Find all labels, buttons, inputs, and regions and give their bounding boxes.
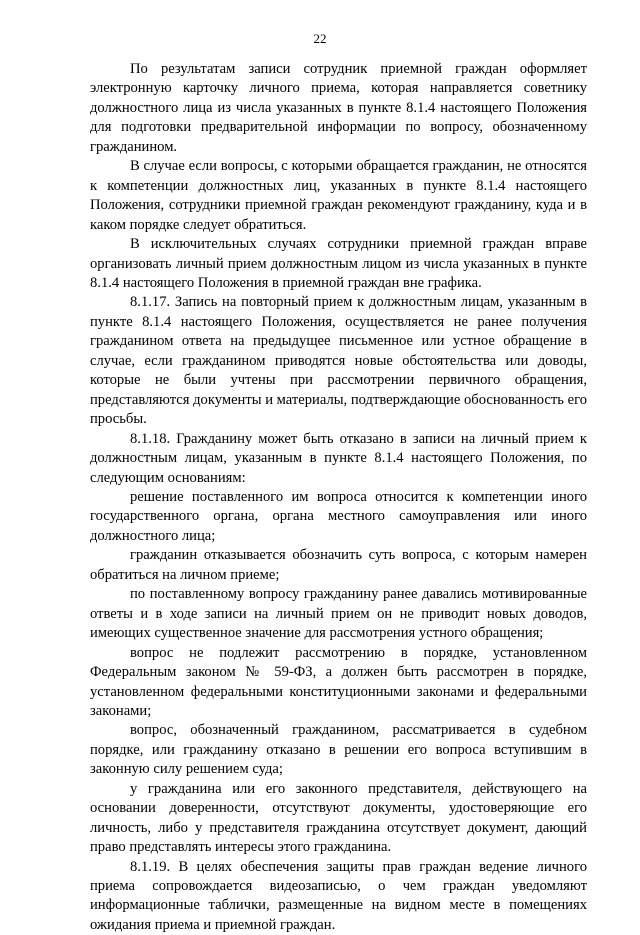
paragraph-clause-8-1-19: 8.1.19. В целях обеспечения защиты прав граждан ведение личного приема сопровождается видеозаписью, о чем граждан уведомляют информационные таблички, размещенные на видном месте в помещениях ожидания приема и приемной граждан. [90, 858, 587, 933]
paragraph-ground-court: вопрос, обозначенный гражданином, рассматривается в судебном порядке, или гражданину отказано в решении его вопроса вступившим в законную силу решением суда; [90, 722, 587, 778]
paragraph-ground-repeated-question: по поставленному вопросу гражданину ранее давались мотивированные ответы и в ходе записи на личный прием он не приводит новых доводов, имеющих существенное значение для рассмотрения устного обращения; [90, 586, 587, 642]
paragraph-clause-8-1-18: 8.1.18. Гражданину может быть отказано в записи на личный прием к должностным лицам, указанным в пункте 8.1.4 настоящего Положения, по следующим основаниям: [90, 430, 587, 486]
paragraph-clause-8-1-17: 8.1.17. Запись на повторный прием к должностным лицам, указанным в пункте 8.1.4 настоящего Положения, осуществляется не ранее получения гражданином ответа на предыдущее письменное или устное обращение в случае, если гражданином приводятся новые обстоятельства или доводы, которые не были учтены при рассмотрении первичного обращения, представляются документы и материалы, подтверждающие обоснованность его просьбы. [90, 294, 587, 428]
paragraph-ground-other-competence: решение поставленного им вопроса относится к компетенции иного государственного органа, органа местного самоуправления или иного должностного лица; [90, 488, 587, 544]
paragraph-ground-refuses-question: гражданин отказывается обозначить суть вопроса, с которым намерен обратиться на личном приеме; [90, 547, 587, 583]
paragraph-record-card: По результатам записи сотрудник приемной граждан оформляет электронную карточку личного приема, которая направляется советнику должностного лица из числа указанных в пункте 8.1.4 настоящего Положения для подготовки предварительной информации по вопросу, обозначенному гражданином. [90, 61, 587, 155]
document-body [90, 60, 587, 935]
paragraph-ground-no-documents: у гражданина или его законного представителя, действующего на основании доверенности, отсутствуют документы, удостоверяющие его личность, либо у представителя гражданина отсутствует документ, дающий право представлять интересы этого гражданина. [90, 780, 587, 856]
page-number: 22 [313, 31, 327, 46]
paragraph-ground-federal-law: вопрос не подлежит рассмотрению в порядке, установленном Федеральным законом № 59-ФЗ, а должен быть рассмотрен в порядке, установленном федеральными конституционными законами и федеральными законами; [90, 644, 587, 719]
paragraph-exceptional-cases: В исключительных случаях сотрудники приемной граждан вправе организовать личный прием должностным лицом из числа указанных в пункте 8.1.4 настоящего Положения в приемной граждан вне графика. [90, 236, 587, 291]
paragraph-outside-competence: В случае если вопросы, с которыми обращается гражданин, не относятся к компетенции должностных лиц, указанных в пункте 8.1.4 настоящего Положения, сотрудники приемной граждан рекомендуют гражданину, куда и в каком порядке следует обратиться. [90, 158, 587, 233]
